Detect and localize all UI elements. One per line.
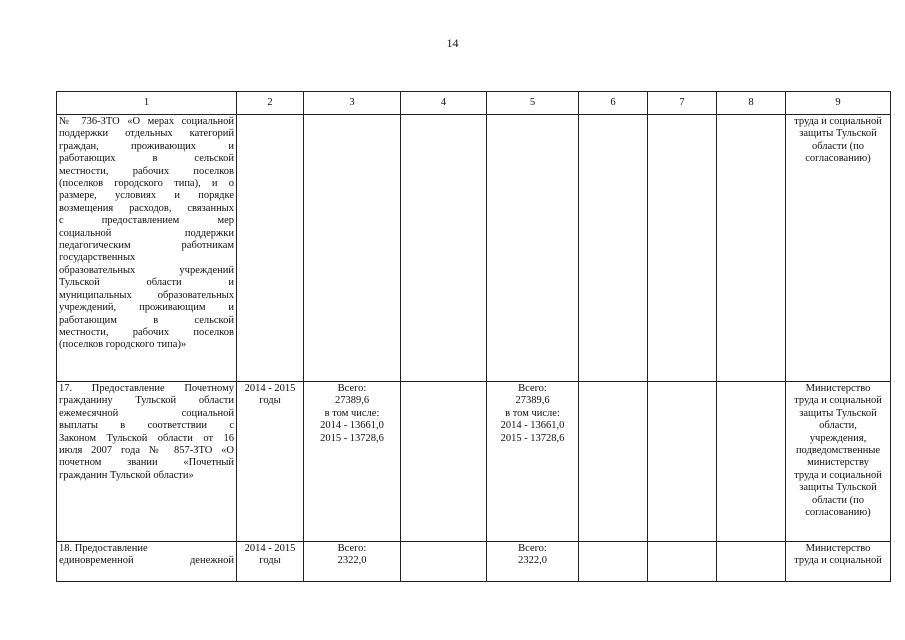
cell-text-line: Всего: <box>337 543 367 554</box>
empty-cell-col6 <box>579 542 648 582</box>
column-header-2: 2 <box>237 92 304 115</box>
cell-text-line: (поселков городского типа)» <box>59 339 187 351</box>
empty-cell-col8 <box>717 382 786 542</box>
column-header-6: 6 <box>579 92 648 115</box>
cell-text-line: 2014 - 13661,0 <box>320 420 384 432</box>
period-cell <box>237 542 304 582</box>
cell-text-line: согласованию) <box>805 507 871 519</box>
cell-text-line: педагогическим работникам <box>59 240 234 252</box>
cell-text-line: в том числе: <box>505 407 560 419</box>
cell-text-line: 2014 - 2015 <box>244 543 296 554</box>
cell-text-line: гражданину Тульской области <box>59 395 234 407</box>
cell-text-line: 27389,6 <box>334 395 370 407</box>
table-row <box>57 542 891 582</box>
cell-text-line: области, <box>819 420 857 432</box>
cell-text-line: местности, рабочих поселков <box>59 165 234 177</box>
table-row <box>57 115 891 382</box>
cell-text-line: области (по <box>811 140 865 152</box>
cell-text-line: Министерство <box>805 543 871 554</box>
column-header-1: 1 <box>57 92 237 115</box>
total-funding-cell <box>304 542 401 582</box>
column-header-4: 4 <box>401 92 487 115</box>
cell-text-line: выплаты в соответствии с <box>59 420 234 432</box>
cell-text-line: труда и социальной <box>794 116 882 127</box>
cell-text-line: поддержки отдельных категорий <box>59 128 234 140</box>
cell-text-line: защиты Тульской <box>799 482 877 494</box>
table-row <box>57 382 891 542</box>
executor-cell <box>786 115 891 382</box>
cell-text-line: 18. Предоставление <box>59 543 148 554</box>
empty-cell-col6 <box>579 382 648 542</box>
cell-text-line: 2014 - 2015 <box>244 383 296 394</box>
cell-text-line: учреждений, проживающим и <box>59 302 234 314</box>
empty-cell-col7 <box>648 382 717 542</box>
column-header-3: 3 <box>304 92 401 115</box>
empty-cell-col4 <box>401 382 487 542</box>
cell-text-line: 2015 - 13728,6 <box>500 432 565 444</box>
cell-text-line: годы <box>259 555 281 567</box>
regional-funding-cell <box>487 382 579 542</box>
empty-cell-col4 <box>401 542 487 582</box>
cell-text-line: работающим в сельской <box>59 314 234 326</box>
cell-text-line: муниципальных образовательных <box>59 289 234 301</box>
column-number-row <box>57 92 891 115</box>
cell-text-line: 2322,0 <box>518 555 547 567</box>
executor-cell <box>786 382 891 542</box>
measure-description-cell <box>57 115 237 382</box>
column-header-5: 5 <box>487 92 579 115</box>
cell-text-line: Тульской области и <box>59 277 234 289</box>
cell-text-line: образовательных учреждений <box>59 264 234 276</box>
column-header-9: 9 <box>786 92 891 115</box>
cell-text-line: Законом Тульской области от 16 <box>59 432 234 444</box>
cell-text-line: № 736-ЗТО «О мерах социальной <box>59 116 234 127</box>
cell-text-line: 2322,0 <box>337 555 367 567</box>
cell-text-line: согласованию) <box>805 153 871 165</box>
cell-text-line: труда и социальной <box>794 555 882 567</box>
measure-description-cell <box>57 542 237 582</box>
cell-text-line: местности, рабочих поселков <box>59 326 234 338</box>
total-funding-cell <box>304 115 401 382</box>
regional-funding-cell <box>487 542 579 582</box>
empty-cell-col4 <box>401 115 487 382</box>
cell-text-line: 2015 - 13728,6 <box>320 432 384 444</box>
cell-text-line: июля 2007 года № 857-ЗТО «О <box>59 445 234 457</box>
period-cell <box>237 382 304 542</box>
cell-text-line: министерству <box>807 457 869 469</box>
measures-table <box>56 91 891 582</box>
regional-funding-cell <box>487 115 579 382</box>
cell-text-line: труда и социальной <box>794 469 882 481</box>
cell-text-line: размере, условиях и порядке <box>59 190 234 202</box>
cell-text-line: подведомственные <box>795 445 881 457</box>
cell-text-line: гражданин Тульской области» <box>59 469 194 481</box>
cell-text-line: Всего: <box>518 383 547 394</box>
empty-cell-col7 <box>648 542 717 582</box>
cell-text-line: возмещения расходов, связанных <box>59 202 234 214</box>
cell-text-line: Всего: <box>337 383 367 394</box>
empty-cell-col8 <box>717 115 786 382</box>
empty-cell-col6 <box>579 115 648 382</box>
column-header-7: 7 <box>648 92 717 115</box>
cell-text-line: социальной поддержки <box>59 227 234 239</box>
measure-description-cell <box>57 382 237 542</box>
page-number: 14 <box>446 36 459 50</box>
cell-text-line: учреждения, <box>809 432 867 444</box>
cell-text-line: защиты Тульской <box>799 407 877 419</box>
cell-text-line: ежемесячной социальной <box>59 407 234 419</box>
cell-text-line: государственных <box>59 252 136 264</box>
period-cell <box>237 115 304 382</box>
cell-text-line: 2014 - 13661,0 <box>500 420 565 432</box>
cell-text-line: (поселков городского типа), и о <box>59 178 234 190</box>
empty-cell-col7 <box>648 115 717 382</box>
executor-cell <box>786 542 891 582</box>
cell-text-line: единовременной денежной <box>59 555 234 567</box>
cell-text-line: граждан, проживающих и <box>59 140 234 152</box>
cell-text-line: с предоставлением мер <box>59 215 234 227</box>
cell-text-line: в том числе: <box>324 407 380 419</box>
cell-text-line: почетном звании «Почетный <box>59 457 234 469</box>
cell-text-line: защиты Тульской <box>799 128 877 140</box>
column-header-8: 8 <box>717 92 786 115</box>
cell-text-line: 17. Предоставление Почетному <box>59 383 234 394</box>
cell-text-line: 27389,6 <box>515 395 550 407</box>
cell-text-line: области (по <box>811 494 865 506</box>
cell-text-line: годы <box>259 395 281 407</box>
cell-text-line: работающих в сельской <box>59 153 234 165</box>
total-funding-cell <box>304 382 401 542</box>
cell-text-line: труда и социальной <box>794 395 882 407</box>
cell-text-line: Всего: <box>518 543 547 554</box>
cell-text-line: Министерство <box>805 383 871 394</box>
empty-cell-col8 <box>717 542 786 582</box>
